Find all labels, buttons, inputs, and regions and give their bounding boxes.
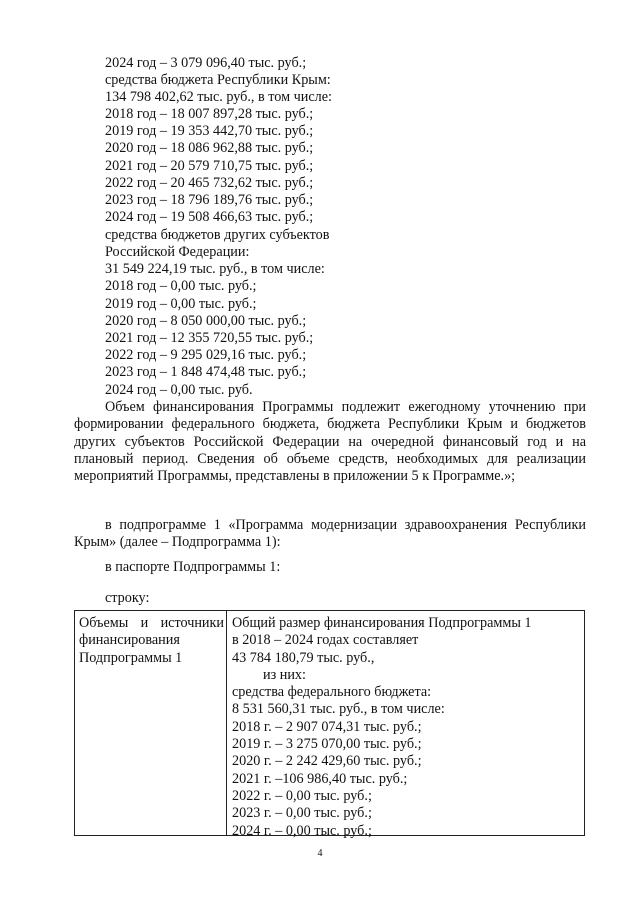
table-cell-line: 8 531 560,31 тыс. руб., в том числе: — [232, 701, 445, 718]
financing-paragraph-text: Объем финансирования Программы подлежит ежегодному уточнению при формировании федерального бюджета, бюджета Республики Крым и бюджетов других субъектов Российской Федерации на очередной финансовый год и на плановый период. Сведения об объеме средств, необходимых для реализации мероприятий Программы, представлены в приложении 5 к Программе.»; — [74, 399, 586, 485]
table-cell-line: 2021 г. –106 986,40 тыс. руб.; — [232, 770, 408, 787]
table-cell-line: 2020 г. – 2 242 429,60 тыс. руб.; — [232, 753, 422, 770]
text-line: 134 798 402,62 тыс. руб., в том числе: — [105, 89, 332, 105]
table-cell-line: Общий размер финансирования Подпрограммы 1 — [232, 615, 532, 631]
text-line: 2023 год – 1 848 474,48 тыс. руб.; — [105, 364, 307, 380]
table-cell-line: 2023 г. – 0,00 тыс. руб.; — [232, 805, 372, 822]
text-line: 2024 год – 0,00 тыс. руб. — [105, 382, 253, 398]
text-line: 2021 год – 20 579 710,75 тыс. руб.; — [105, 158, 314, 174]
text-line: 2020 год – 18 086 962,88 тыс. руб.; — [105, 140, 314, 156]
table-cell-line: 2022 г. – 0,00 тыс. руб.; — [232, 787, 372, 804]
row-line: строку: — [105, 590, 150, 606]
subprogram-paragraph-text: в подпрограмме 1 «Программа модернизации здравоохранения Республики Крым» (далее – Подпрограмма 1): — [74, 517, 586, 551]
page-number: 4 — [317, 848, 323, 859]
text-line: 2018 год – 18 007 897,28 тыс. руб.; — [105, 106, 314, 122]
table-cell-line: из них: — [263, 666, 306, 683]
text-line: 2019 год – 0,00 тыс. руб.; — [105, 296, 257, 312]
subprogram-paragraph — [74, 517, 586, 552]
text-line: 2024 год – 19 508 466,63 тыс. руб.; — [105, 209, 314, 225]
financing-paragraph — [74, 399, 586, 485]
table-cell-line: в 2018 – 2024 годах составляет — [232, 632, 419, 649]
text-line: 2019 год – 19 353 442,70 тыс. руб.; — [105, 123, 314, 139]
text-line: 2020 год – 8 050 000,00 тыс. руб.; — [105, 313, 307, 329]
text-line: 2023 год – 18 796 189,76 тыс. руб.; — [105, 192, 314, 208]
text-line: 2022 год – 20 465 732,62 тыс. руб.; — [105, 175, 314, 191]
table-cell-line: 2019 г. – 3 275 070,00 тыс. руб.; — [232, 736, 422, 753]
text-line: 2018 год – 0,00 тыс. руб.; — [105, 278, 257, 294]
text-line: 31 549 224,19 тыс. руб., в том числе: — [105, 261, 325, 277]
table-cell-line: средства федерального бюджета: — [232, 684, 432, 701]
table-left-cell: Объемы и источники финансирования Подпрограммы 1 — [79, 615, 224, 666]
table-right-cell — [232, 615, 582, 840]
financing-table — [74, 610, 585, 839]
table-divider — [226, 611, 227, 835]
text-line: Российской Федерации: — [105, 244, 250, 260]
text-line: средства бюджетов других субъектов — [105, 227, 330, 243]
text-line: средства бюджета Республики Крым: — [105, 72, 331, 88]
table-cell-line: 2024 г. – 0,00 тыс. руб.; — [232, 822, 372, 839]
table-cell-line: 2018 г. – 2 907 074,31 тыс. руб.; — [232, 718, 422, 735]
text-line: 2024 год – 3 079 096,40 тыс. руб.; — [105, 55, 307, 71]
passport-line: в паспорте Подпрограммы 1: — [105, 559, 281, 575]
text-line: 2022 год – 9 295 029,16 тыс. руб.; — [105, 347, 307, 363]
table-cell-line: 43 784 180,79 тыс. руб., — [232, 649, 375, 666]
text-line: 2021 год – 12 355 720,55 тыс. руб.; — [105, 330, 314, 346]
